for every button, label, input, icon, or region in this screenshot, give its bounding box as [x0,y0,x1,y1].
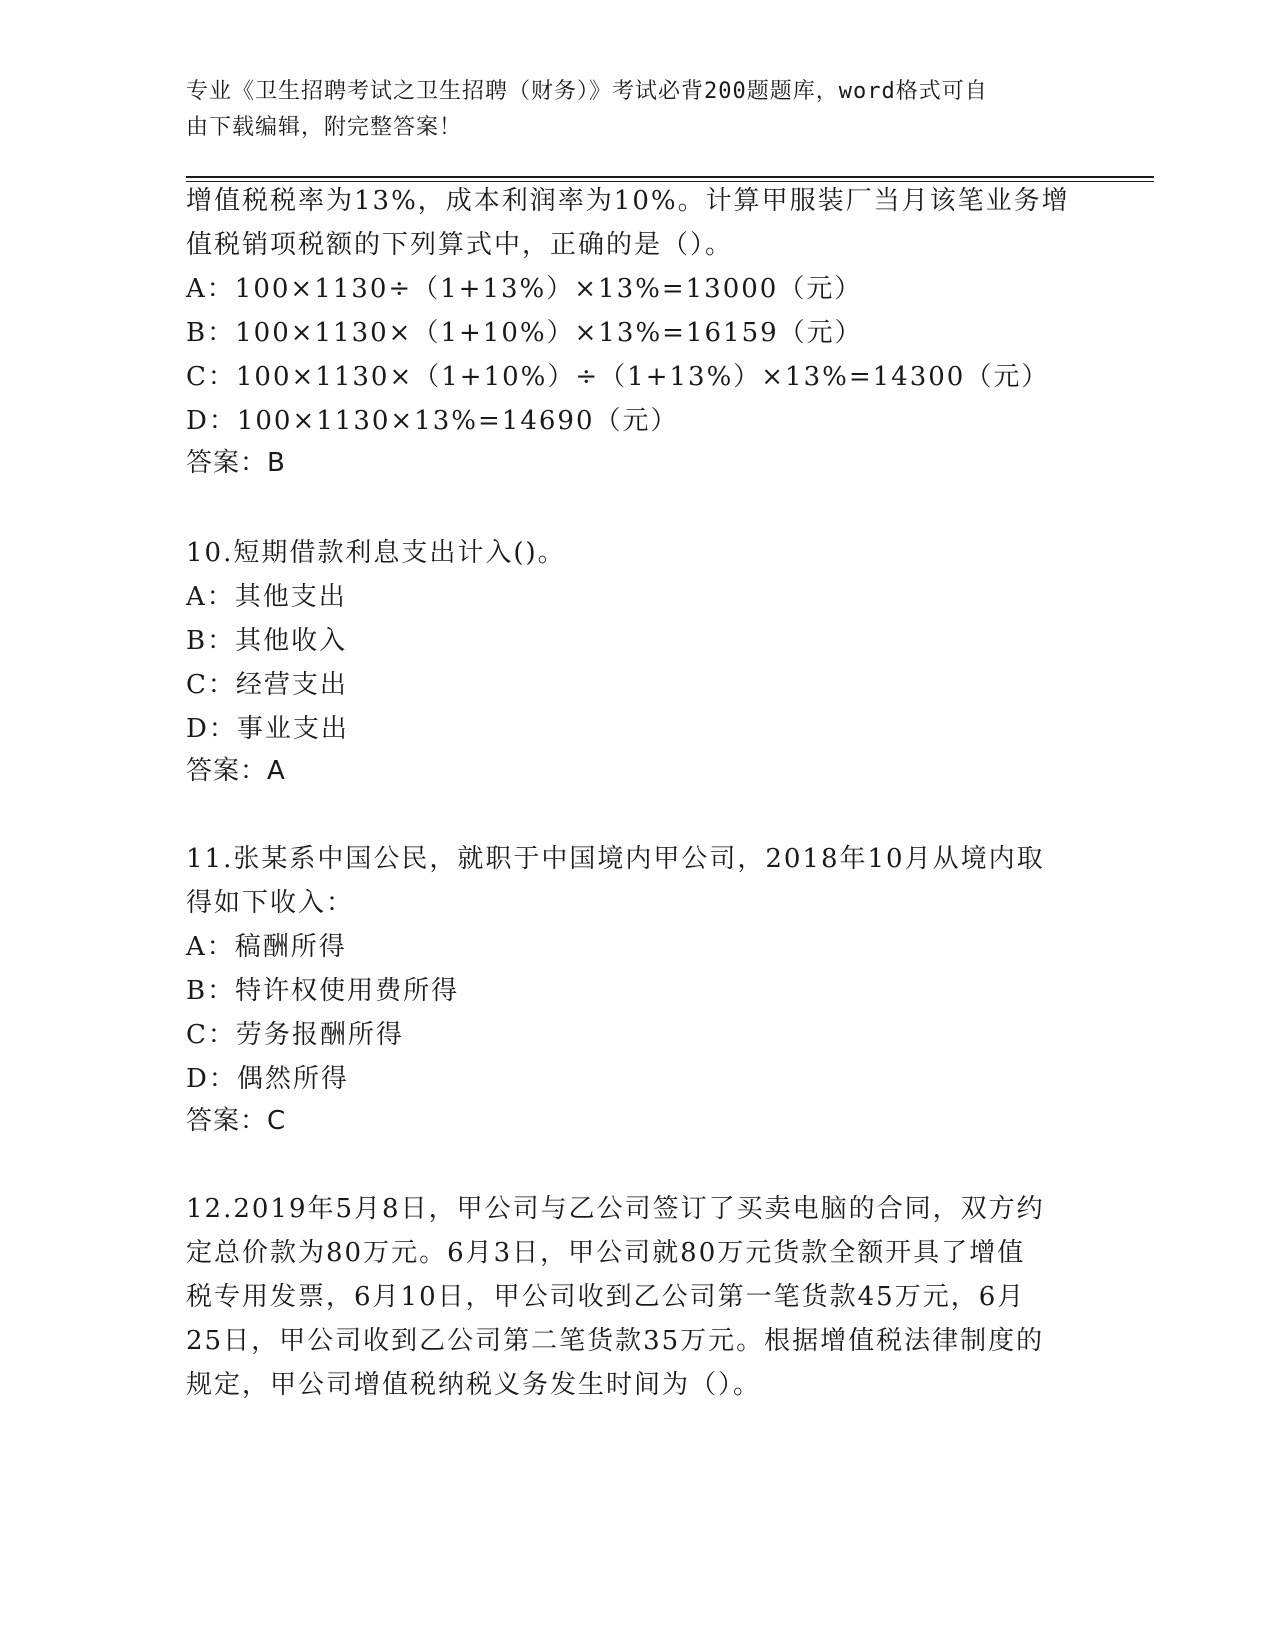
option-d: D：100×1130×13%=14690（元） [186,406,679,436]
question-stem: 25日，甲公司收到乙公司第二笔货款35万元。根据增值税法律制度的 [186,1326,1045,1356]
question-stem: 税专用发票，6月10日，甲公司收到乙公司第一笔货款45万元，6月 [186,1282,1026,1312]
option-c: C：劳务报酬所得 [186,1020,404,1050]
option-c: C：经营支出 [186,670,348,700]
option-b: B：其他收入 [186,626,348,656]
question-stem: 12.2019年5月8日，甲公司与乙公司签订了买卖电脑的合同，双方约 [186,1194,1045,1224]
option-a: A：100×1130÷（1+13%）×13%=13000（元） [186,274,863,304]
question-stem: 定总价款为80万元。6月3日，甲公司就80万元货款全额开具了增值 [186,1238,1026,1268]
question-stem: 11.张某系中国公民，就职于中国境内甲公司，2018年10月从境内取 [186,844,1045,874]
header-line: 由下载编辑，附完整答案！ [186,115,463,140]
header-divider [186,176,1154,178]
option-b: B：100×1130×（1+10%）×13%=16159（元） [186,318,863,348]
question-stem: 增值税税率为13%，成本利润率为10%。计算甲服装厂当月该笔业务增 [186,186,1070,216]
answer-label: 答案：C [186,1106,287,1136]
option-d: D：偶然所得 [186,1064,349,1094]
header-line: 专业《卫生招聘考试之卫生招聘（财务）》考试必背200题题库，word格式可自 [186,79,988,104]
option-b: B：特许权使用费所得 [186,976,460,1006]
question-stem: 得如下收入： [186,888,355,918]
option-d: D：事业支出 [186,714,349,744]
question-stem: 规定，甲公司增值税纳税义务发生时间为（）。 [186,1370,762,1400]
option-c: C：100×1130×（1+10%）÷（1+13%）×13%=14300（元） [186,362,1050,392]
header-divider-thin [186,181,1154,182]
option-a: A：稿酬所得 [186,932,347,962]
option-a: A：其他支出 [186,582,347,612]
document-header [186,74,1086,146]
answer-label: 答案：B [186,448,286,478]
question-stem: 值税销项税额的下列算式中，正确的是（）。 [186,230,734,260]
answer-label: 答案：A [186,756,286,786]
question-stem: 10.短期借款利息支出计入()。 [186,538,566,568]
